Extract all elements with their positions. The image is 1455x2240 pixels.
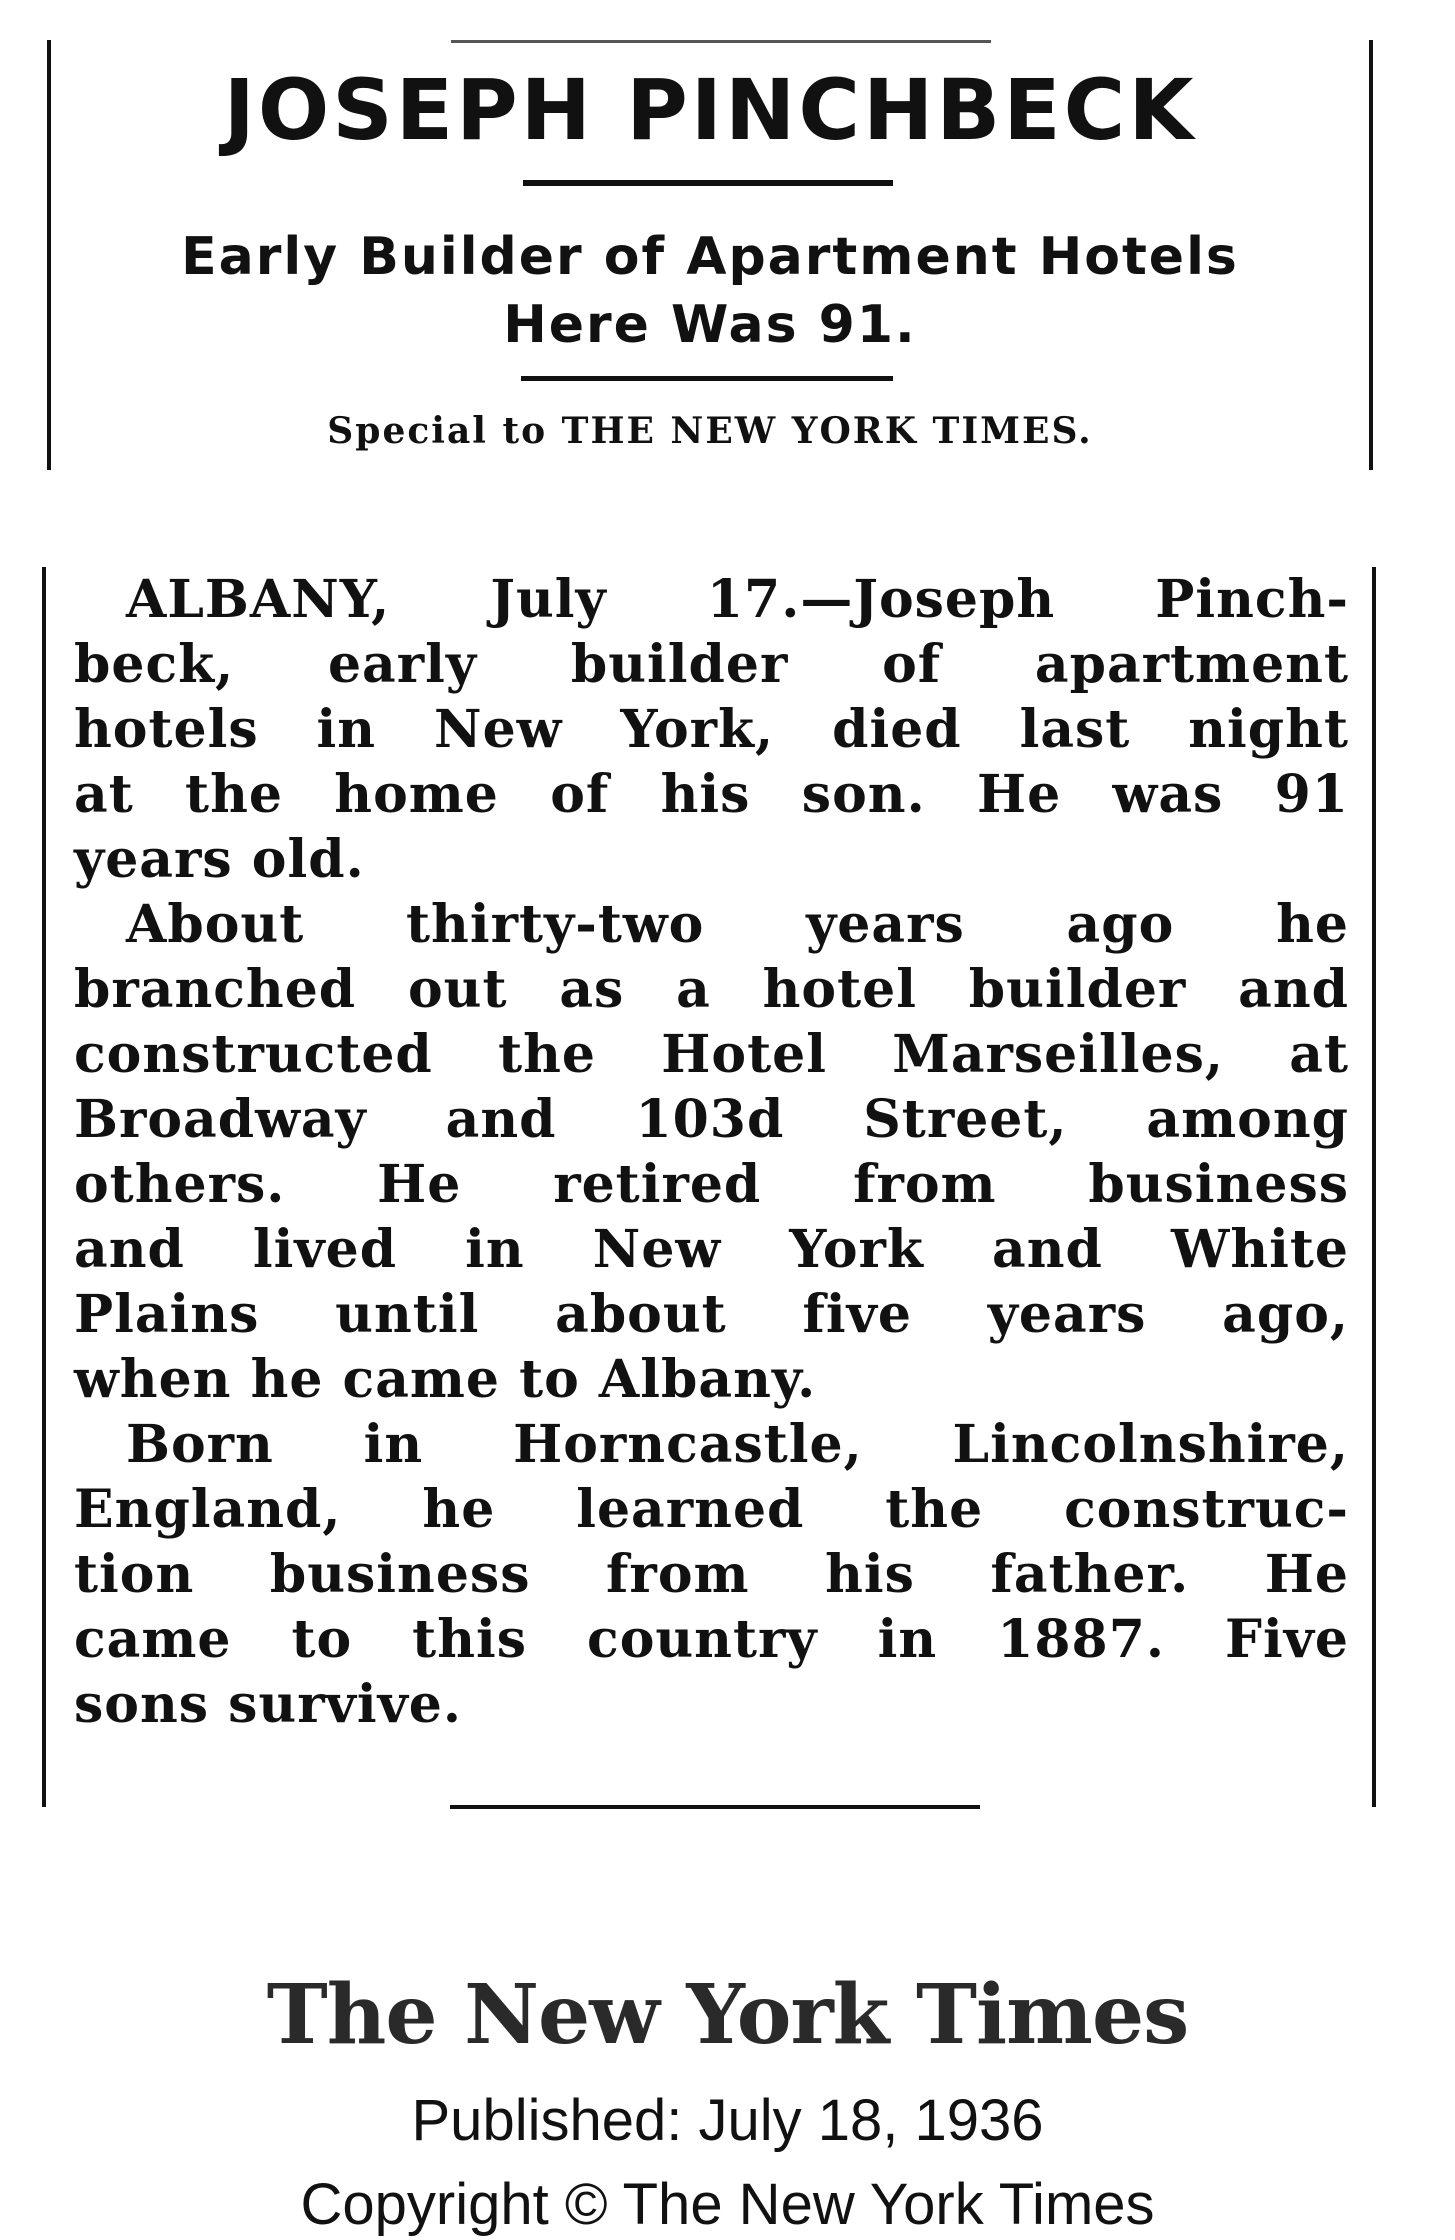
dateline-credit: Special to THE NEW YORK TIMES. — [327, 410, 1093, 452]
article-line: at the home of his son. He was 91 — [74, 764, 1349, 825]
article-line: branched out as a hotel builder and — [74, 959, 1349, 1020]
headline: JOSEPH PINCHBECK — [223, 61, 1197, 159]
article-line: and lived in New York and White — [74, 1219, 1349, 1280]
article-line: hotels in New York, died last night — [74, 699, 1349, 760]
article-line: Broadway and 103d Street, among — [74, 1089, 1349, 1150]
subhead-divider — [521, 376, 893, 381]
subhead-line-2: Here Was 91. — [503, 295, 917, 355]
nyt-logo: The New York Times — [266, 1967, 1189, 2063]
article-line: beck, early builder of apartment — [74, 634, 1349, 695]
article-paragraph — [74, 1412, 1349, 1737]
article-line: ALBANY, July 17.—Joseph Pinch- — [126, 569, 1349, 630]
article-paragraph — [74, 567, 1349, 892]
article-paragraph — [74, 892, 1349, 1412]
article-line: Plains until about five years ago, — [74, 1284, 1349, 1345]
article-body — [74, 567, 1349, 1737]
subhead-line-1: Early Builder of Apartment Hotels — [181, 227, 1239, 287]
published-date: Published: July 18, 1936 — [411, 2088, 1044, 2153]
article-line: England, he learned the construc- — [74, 1479, 1349, 1540]
article-line: sons survive. — [74, 1674, 462, 1735]
copyright-notice: Copyright © The New York Times — [300, 2172, 1155, 2237]
top-rule — [451, 40, 991, 43]
article-line: tion business from his father. He — [74, 1544, 1349, 1605]
article-line: Born in Horncastle, Lincolnshire, — [126, 1414, 1349, 1475]
subheadline — [51, 223, 1369, 359]
article-line: years old. — [74, 829, 365, 890]
article-line: when he came to Albany. — [74, 1349, 817, 1410]
article-line: came to this country in 1887. Five — [74, 1609, 1349, 1670]
headline-divider — [523, 180, 893, 186]
article-end-rule — [450, 1805, 980, 1809]
article-line: About thirty-two years ago he — [126, 894, 1349, 955]
article-box — [42, 567, 1376, 1807]
headline-box — [47, 40, 1373, 470]
article-line: constructed the Hotel Marseilles, at — [74, 1024, 1349, 1085]
article-line: others. He retired from business — [74, 1154, 1349, 1215]
